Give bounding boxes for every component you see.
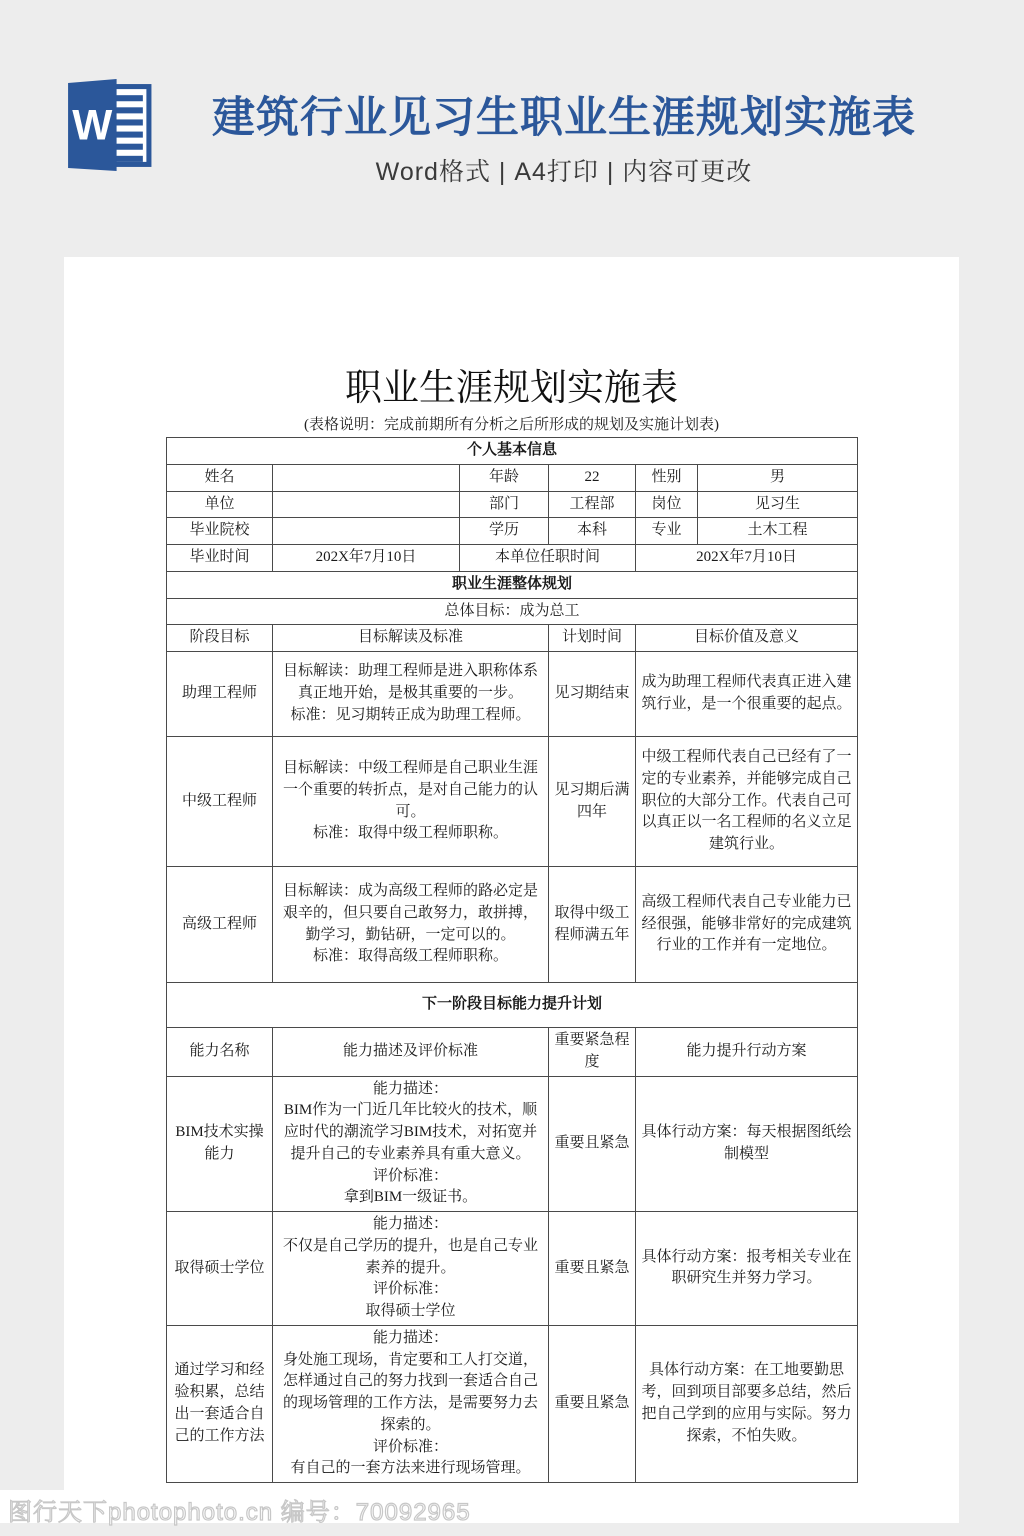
stage-time: 见习期结束 xyxy=(549,652,636,737)
watermark-text: 图行天下photophoto.cn 编号：70092965 xyxy=(8,1499,471,1526)
stage-value: 成为助理工程师代表真正进入建筑行业，是一个很重要的起点。 xyxy=(636,652,858,737)
header-plan-time: 计划时间 xyxy=(549,625,636,652)
ability-name: BIM技术实操能力 xyxy=(167,1076,273,1212)
banner-title: 建筑行业见习生职业生涯规划实施表 xyxy=(212,94,916,142)
evaluation-label: 评价标准： xyxy=(372,1281,448,1298)
evaluation-text: 有自己的一套方法来进行现场管理。 xyxy=(290,1460,531,1477)
label-name: 姓名 xyxy=(167,464,273,491)
interpretation-text: 目标解读：中级工程师是自己职业生涯一个重要的转折点，是对自己能力的认可。 xyxy=(282,760,538,820)
document-title: 职业生涯规划实施表 xyxy=(345,368,678,409)
description-text: 不仅是自己学历的提升，也是自己专业素养的提升。 xyxy=(282,1237,538,1276)
stage-interpretation xyxy=(273,737,549,867)
section-overall-plan: 职业生涯整体规划 xyxy=(167,571,858,598)
ability-action: 具体行动方案：报考相关专业在职研究生并努力学习。 xyxy=(636,1212,858,1326)
ability-action: 具体行动方案：每天根据图纸绘制模型 xyxy=(636,1076,858,1212)
ability-urgency: 重要且紧急 xyxy=(549,1325,636,1482)
ability-description xyxy=(273,1212,549,1326)
value-education: 本科 xyxy=(549,518,636,545)
stage-value: 中级工程师代表自己已经有了一定的专业素养，并能够完成自己职位的大部分工作。代表自己可以真正以一名工程师的名义立足建筑行业。 xyxy=(636,737,858,867)
value-tenure-date: 202X年7月10日 xyxy=(636,545,858,572)
word-logo-letter: W xyxy=(72,101,113,149)
stage-name: 助理工程师 xyxy=(167,652,273,737)
label-age: 年龄 xyxy=(460,464,549,491)
label-unit: 单位 xyxy=(167,491,273,518)
document-note: (表格说明：完成前期所有分析之后所形成的规划及实施计划表) xyxy=(304,417,719,433)
value-age: 22 xyxy=(549,464,636,491)
description-text: BIM作为一门近几年比较火的技术，顺应时代的潮流学习BIM技术，对拓宽并提升自己的专业素养具有重大意义。 xyxy=(283,1102,538,1162)
evaluation-text: 拿到BIM一级证书。 xyxy=(343,1189,478,1206)
description-label: 能力描述： xyxy=(372,1080,448,1097)
value-department: 工程部 xyxy=(549,491,636,518)
value-school xyxy=(273,518,460,545)
ability-description xyxy=(273,1076,549,1212)
value-unit xyxy=(273,491,460,518)
header-urgency: 重要紧急程度 xyxy=(549,1028,636,1077)
label-education: 学历 xyxy=(460,518,549,545)
standard-text: 标准：取得高级工程师职称。 xyxy=(312,948,508,965)
evaluation-label: 评价标准： xyxy=(372,1438,448,1455)
banner-tagline: Word格式 | A4打印 | 内容可更改 xyxy=(375,158,753,186)
standard-text: 标准：取得中级工程师职称。 xyxy=(312,825,508,842)
ability-action: 具体行动方案：在工地要勤思考，回到项目部要多总结，然后把自己学到的应用与实际。努力探索，不怕失败。 xyxy=(636,1325,858,1482)
stage-time: 取得中级工程师满五年 xyxy=(549,867,636,983)
stage-value: 高级工程师代表自己专业能力已经很强，能够非常好的完成建筑行业的工作并有一定地位。 xyxy=(636,867,858,983)
value-name xyxy=(273,464,460,491)
stage-interpretation xyxy=(273,867,549,983)
label-gender: 性别 xyxy=(636,464,698,491)
header-stage-goal: 阶段目标 xyxy=(167,625,273,652)
label-graduation-date: 毕业时间 xyxy=(167,545,273,572)
evaluation-text: 取得硕士学位 xyxy=(365,1303,456,1319)
label-tenure-date: 本单位任职时间 xyxy=(460,545,636,572)
label-major: 专业 xyxy=(636,518,698,545)
description-text: 身处施工现场，肯定要和工人打交道，怎样通过自己的努力找到一套适合自己的现场管理的工作方法，是需要努力去探索的。 xyxy=(282,1351,538,1433)
section-ability-plan: 下一阶段目标能力提升计划 xyxy=(167,983,858,1028)
header-ability-name: 能力名称 xyxy=(167,1028,273,1077)
ability-urgency: 重要且紧急 xyxy=(549,1076,636,1212)
header-ability-description: 能力描述及评价标准 xyxy=(273,1028,549,1077)
ability-description xyxy=(273,1325,549,1482)
stage-interpretation xyxy=(273,652,549,737)
value-post: 见习生 xyxy=(698,491,858,518)
value-graduation-date: 202X年7月10日 xyxy=(273,545,460,572)
stage-time: 见习期后满四年 xyxy=(549,737,636,867)
overall-goal: 总体目标：成为总工 xyxy=(167,598,858,625)
word-logo-icon xyxy=(64,78,154,173)
header-goal-interpretation: 目标解读及标准 xyxy=(273,625,549,652)
document-page xyxy=(64,257,959,1523)
label-school: 毕业院校 xyxy=(167,518,273,545)
interpretation-text: 目标解读：助理工程师是进入职称体系真正地开始，是极其重要的一步。 xyxy=(282,663,538,702)
description-label: 能力描述： xyxy=(372,1216,448,1232)
label-post: 岗位 xyxy=(636,491,698,518)
stage-name: 中级工程师 xyxy=(167,737,273,867)
evaluation-label: 评价标准： xyxy=(372,1167,448,1184)
description-label: 能力描述： xyxy=(372,1329,448,1346)
career-plan-table xyxy=(166,437,858,1483)
ability-name: 通过学习和经验积累，总结出一套适合自己的工作方法 xyxy=(167,1325,273,1482)
ability-name: 取得硕士学位 xyxy=(167,1212,273,1326)
value-gender: 男 xyxy=(698,464,858,491)
standard-text: 标准：见习期转正成为助理工程师。 xyxy=(290,706,531,723)
header-action-plan: 能力提升行动方案 xyxy=(636,1028,858,1077)
header-goal-value: 目标价值及意义 xyxy=(636,625,858,652)
label-department: 部门 xyxy=(460,491,549,518)
section-personal-info: 个人基本信息 xyxy=(167,438,858,465)
ability-urgency: 重要且紧急 xyxy=(549,1212,636,1326)
value-major: 土木工程 xyxy=(698,518,858,545)
stage-name: 高级工程师 xyxy=(167,867,273,983)
interpretation-text: 目标解读：成为高级工程师的路必定是艰辛的，但只要自己敢努力，敢拼搏，勤学习，勤钻研，一定可以的。 xyxy=(282,883,538,943)
